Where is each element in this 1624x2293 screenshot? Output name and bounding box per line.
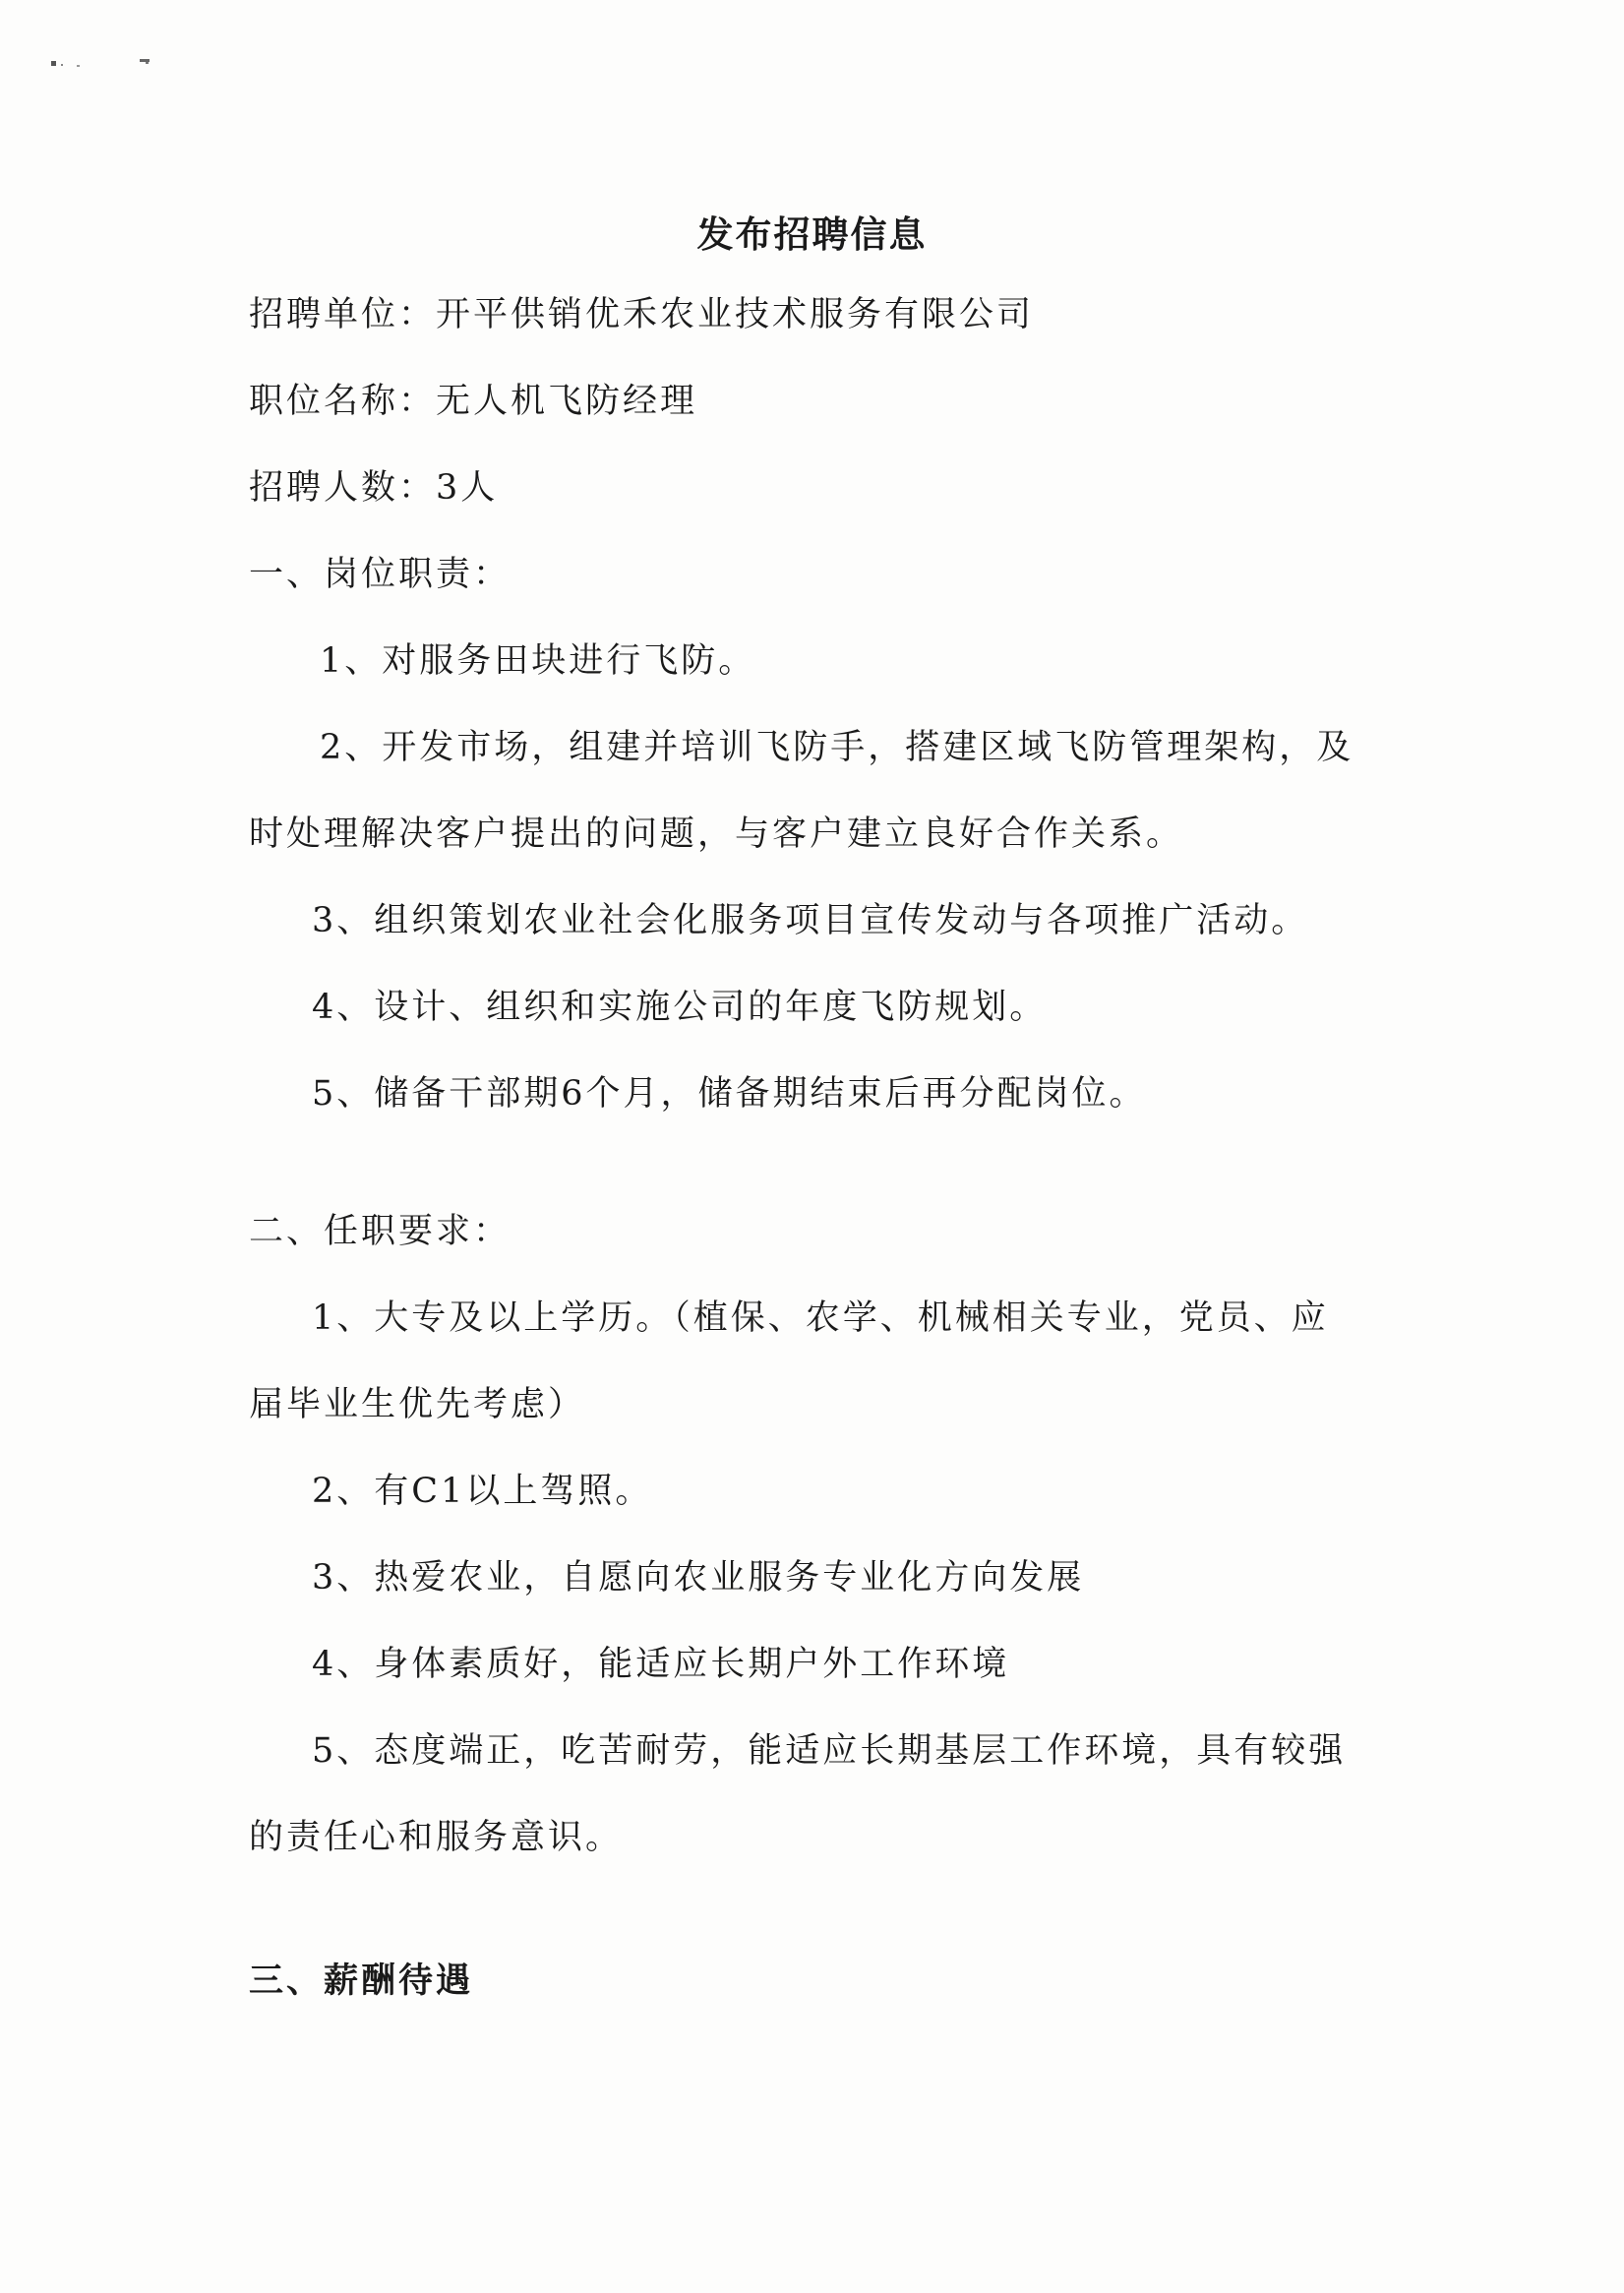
document-title: 发布招聘信息 <box>696 212 928 256</box>
requirement-item: 2、有C1以上驾照。 <box>312 1472 653 1511</box>
duty-item: 2、开发市场，组建并培训飞防手，搭建区域飞防管理架构，及 <box>320 728 1354 767</box>
duty-item-continued: 时处理解决客户提出的问题，与客户建立良好合作关系。 <box>249 815 1184 854</box>
requirement-item: 1、大专及以上学历。（植保、农学、机械相关专业，党员、应 <box>312 1298 1329 1338</box>
requirement-item-continued: 的责任心和服务意识。 <box>249 1818 624 1857</box>
requirement-item: 5、态度端正，吃苦耐劳，能适应长期基层工作环境，具有较强 <box>312 1731 1347 1771</box>
duty-item: 5、储备干部期6个月，储备期结束后再分配岗位。 <box>312 1074 1147 1114</box>
scan-speck-marks <box>49 57 157 73</box>
salary-heading: 三、薪酬待遇 <box>249 1961 474 2001</box>
duty-item: 3、组织策划农业社会化服务项目宣传发动与各项推广活动。 <box>312 901 1309 940</box>
requirement-item: 3、热爱农业，自愿向农业服务专业化方向发展 <box>312 1558 1085 1598</box>
duty-item: 1、对服务田块进行飞防。 <box>320 641 756 681</box>
requirement-item: 4、身体素质好，能适应长期户外工作环境 <box>312 1645 1010 1684</box>
requirements-heading: 二、任职要求： <box>249 1212 511 1251</box>
position-line: 职位名称：无人机飞防经理 <box>249 382 698 421</box>
headcount-line: 招聘人数：3人 <box>249 468 499 508</box>
duties-heading: 一、岗位职责： <box>249 555 511 594</box>
requirement-item-continued: 届毕业生优先考虑） <box>249 1385 586 1424</box>
duty-item: 4、设计、组织和实施公司的年度飞防规划。 <box>312 988 1048 1027</box>
employer-line: 招聘单位：开平供销优禾农业技术服务有限公司 <box>249 295 1035 334</box>
